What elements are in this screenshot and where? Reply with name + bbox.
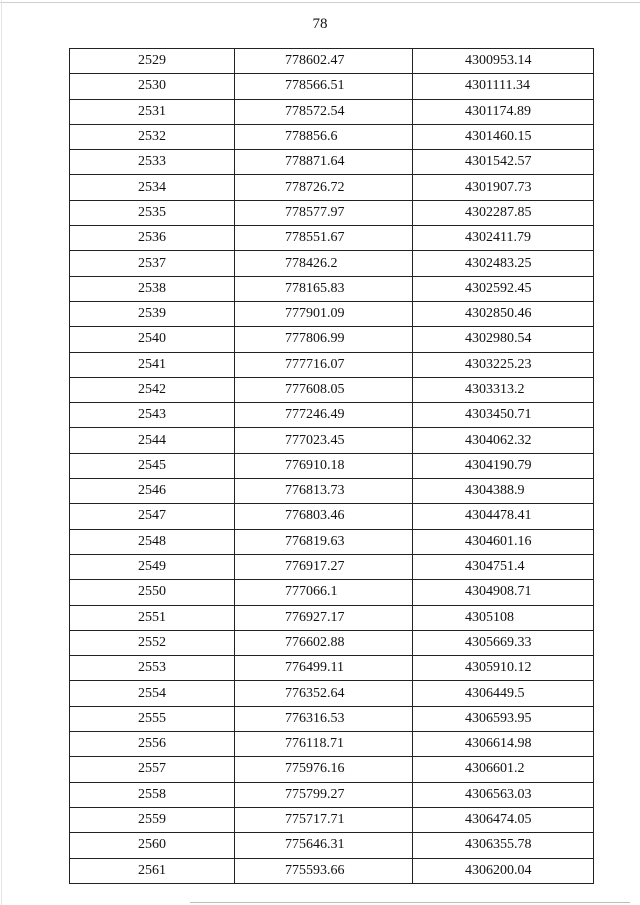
x-coordinate-cell: 776352.64 (235, 681, 413, 706)
point-number-cell: 2545 (70, 453, 235, 478)
y-coordinate-cell: 4303225.23 (413, 352, 594, 377)
x-coordinate-cell: 775717.71 (235, 807, 413, 832)
y-coordinate-cell: 4301174.89 (413, 99, 594, 124)
x-coordinate-cell: 778572.54 (235, 99, 413, 124)
table-row (70, 580, 594, 605)
table-row (70, 504, 594, 529)
table-row (70, 656, 594, 681)
point-number-cell: 2557 (70, 757, 235, 782)
y-coordinate-cell: 4303313.2 (413, 377, 594, 402)
point-number-cell: 2553 (70, 656, 235, 681)
y-coordinate-cell: 4306355.78 (413, 833, 594, 858)
y-coordinate-cell: 4306200.04 (413, 858, 594, 883)
y-coordinate-cell: 4304190.79 (413, 453, 594, 478)
point-number-cell: 2548 (70, 529, 235, 554)
y-coordinate-cell: 4302850.46 (413, 301, 594, 326)
x-coordinate-cell: 778726.72 (235, 175, 413, 200)
table-row (70, 377, 594, 402)
table-row (70, 150, 594, 175)
x-coordinate-cell: 778165.83 (235, 276, 413, 301)
point-number-cell: 2539 (70, 301, 235, 326)
x-coordinate-cell: 778426.2 (235, 251, 413, 276)
y-coordinate-cell: 4302483.25 (413, 251, 594, 276)
y-coordinate-cell: 4301111.34 (413, 74, 594, 99)
y-coordinate-cell: 4304908.71 (413, 580, 594, 605)
y-coordinate-cell: 4301460.15 (413, 124, 594, 149)
table-row (70, 833, 594, 858)
coordinates-table (69, 48, 594, 884)
x-coordinate-cell: 776602.88 (235, 630, 413, 655)
y-coordinate-cell: 4306601.2 (413, 757, 594, 782)
x-coordinate-cell: 778566.51 (235, 74, 413, 99)
y-coordinate-cell: 4301907.73 (413, 175, 594, 200)
x-coordinate-cell: 775646.31 (235, 833, 413, 858)
y-coordinate-cell: 4304062.32 (413, 428, 594, 453)
x-coordinate-cell: 776917.27 (235, 554, 413, 579)
x-coordinate-cell: 778856.6 (235, 124, 413, 149)
point-number-cell: 2533 (70, 150, 235, 175)
table-row (70, 479, 594, 504)
x-coordinate-cell: 778551.67 (235, 226, 413, 251)
point-number-cell: 2550 (70, 580, 235, 605)
point-number-cell: 2559 (70, 807, 235, 832)
table-row (70, 681, 594, 706)
table-row (70, 453, 594, 478)
table-row (70, 428, 594, 453)
table-row (70, 327, 594, 352)
x-coordinate-cell: 777901.09 (235, 301, 413, 326)
y-coordinate-cell: 4302980.54 (413, 327, 594, 352)
y-coordinate-cell: 4305910.12 (413, 656, 594, 681)
point-number-cell: 2546 (70, 479, 235, 504)
table-row (70, 226, 594, 251)
coordinates-table-body (70, 49, 594, 884)
point-number-cell: 2537 (70, 251, 235, 276)
point-number-cell: 2561 (70, 858, 235, 883)
table-row (70, 757, 594, 782)
x-coordinate-cell: 778602.47 (235, 49, 413, 74)
x-coordinate-cell: 776499.11 (235, 656, 413, 681)
x-coordinate-cell: 778871.64 (235, 150, 413, 175)
point-number-cell: 2530 (70, 74, 235, 99)
y-coordinate-cell: 4304751.4 (413, 554, 594, 579)
y-coordinate-cell: 4306449.5 (413, 681, 594, 706)
table-row (70, 200, 594, 225)
x-coordinate-cell: 775593.66 (235, 858, 413, 883)
point-number-cell: 2529 (70, 49, 235, 74)
table-row (70, 352, 594, 377)
scan-edge-top (0, 2, 640, 3)
table-row (70, 124, 594, 149)
y-coordinate-cell: 4302592.45 (413, 276, 594, 301)
table-row (70, 74, 594, 99)
table-row (70, 782, 594, 807)
point-number-cell: 2552 (70, 630, 235, 655)
point-number-cell: 2547 (70, 504, 235, 529)
point-number-cell: 2554 (70, 681, 235, 706)
y-coordinate-cell: 4306563.03 (413, 782, 594, 807)
table-row (70, 251, 594, 276)
x-coordinate-cell: 776118.71 (235, 732, 413, 757)
x-coordinate-cell: 777716.07 (235, 352, 413, 377)
table-row (70, 403, 594, 428)
point-number-cell: 2549 (70, 554, 235, 579)
point-number-cell: 2534 (70, 175, 235, 200)
x-coordinate-cell: 776316.53 (235, 706, 413, 731)
y-coordinate-cell: 4302411.79 (413, 226, 594, 251)
x-coordinate-cell: 777246.49 (235, 403, 413, 428)
x-coordinate-cell: 775799.27 (235, 782, 413, 807)
point-number-cell: 2555 (70, 706, 235, 731)
table-row (70, 554, 594, 579)
point-number-cell: 2556 (70, 732, 235, 757)
point-number-cell: 2560 (70, 833, 235, 858)
point-number-cell: 2538 (70, 276, 235, 301)
y-coordinate-cell: 4306474.05 (413, 807, 594, 832)
point-number-cell: 2535 (70, 200, 235, 225)
point-number-cell: 2543 (70, 403, 235, 428)
point-number-cell: 2551 (70, 605, 235, 630)
table-row (70, 630, 594, 655)
x-coordinate-cell: 778577.97 (235, 200, 413, 225)
point-number-cell: 2532 (70, 124, 235, 149)
y-coordinate-cell: 4304388.9 (413, 479, 594, 504)
x-coordinate-cell: 776910.18 (235, 453, 413, 478)
x-coordinate-cell: 775976.16 (235, 757, 413, 782)
x-coordinate-cell: 777806.99 (235, 327, 413, 352)
y-coordinate-cell: 4304478.41 (413, 504, 594, 529)
table-row (70, 99, 594, 124)
point-number-cell: 2558 (70, 782, 235, 807)
point-number-cell: 2541 (70, 352, 235, 377)
x-coordinate-cell: 776927.17 (235, 605, 413, 630)
x-coordinate-cell: 777608.05 (235, 377, 413, 402)
point-number-cell: 2536 (70, 226, 235, 251)
y-coordinate-cell: 4302287.85 (413, 200, 594, 225)
table-row (70, 732, 594, 757)
y-coordinate-cell: 4303450.71 (413, 403, 594, 428)
y-coordinate-cell: 4306593.95 (413, 706, 594, 731)
y-coordinate-cell: 4304601.16 (413, 529, 594, 554)
scan-edge-left (1, 0, 2, 905)
y-coordinate-cell: 4300953.14 (413, 49, 594, 74)
page-number: 78 (312, 16, 328, 32)
scan-edge-bottom (190, 902, 630, 903)
point-number-cell: 2544 (70, 428, 235, 453)
y-coordinate-cell: 4306614.98 (413, 732, 594, 757)
y-coordinate-cell: 4301542.57 (413, 150, 594, 175)
point-number-cell: 2540 (70, 327, 235, 352)
point-number-cell: 2531 (70, 99, 235, 124)
table-row (70, 175, 594, 200)
table-row (70, 605, 594, 630)
x-coordinate-cell: 776813.73 (235, 479, 413, 504)
y-coordinate-cell: 4305669.33 (413, 630, 594, 655)
x-coordinate-cell: 776803.46 (235, 504, 413, 529)
table-row (70, 706, 594, 731)
table-row (70, 276, 594, 301)
table-row (70, 301, 594, 326)
table-row (70, 807, 594, 832)
y-coordinate-cell: 4305108 (413, 605, 594, 630)
x-coordinate-cell: 777023.45 (235, 428, 413, 453)
table-row (70, 858, 594, 883)
table-row (70, 529, 594, 554)
point-number-cell: 2542 (70, 377, 235, 402)
x-coordinate-cell: 777066.1 (235, 580, 413, 605)
x-coordinate-cell: 776819.63 (235, 529, 413, 554)
table-row (70, 49, 594, 74)
